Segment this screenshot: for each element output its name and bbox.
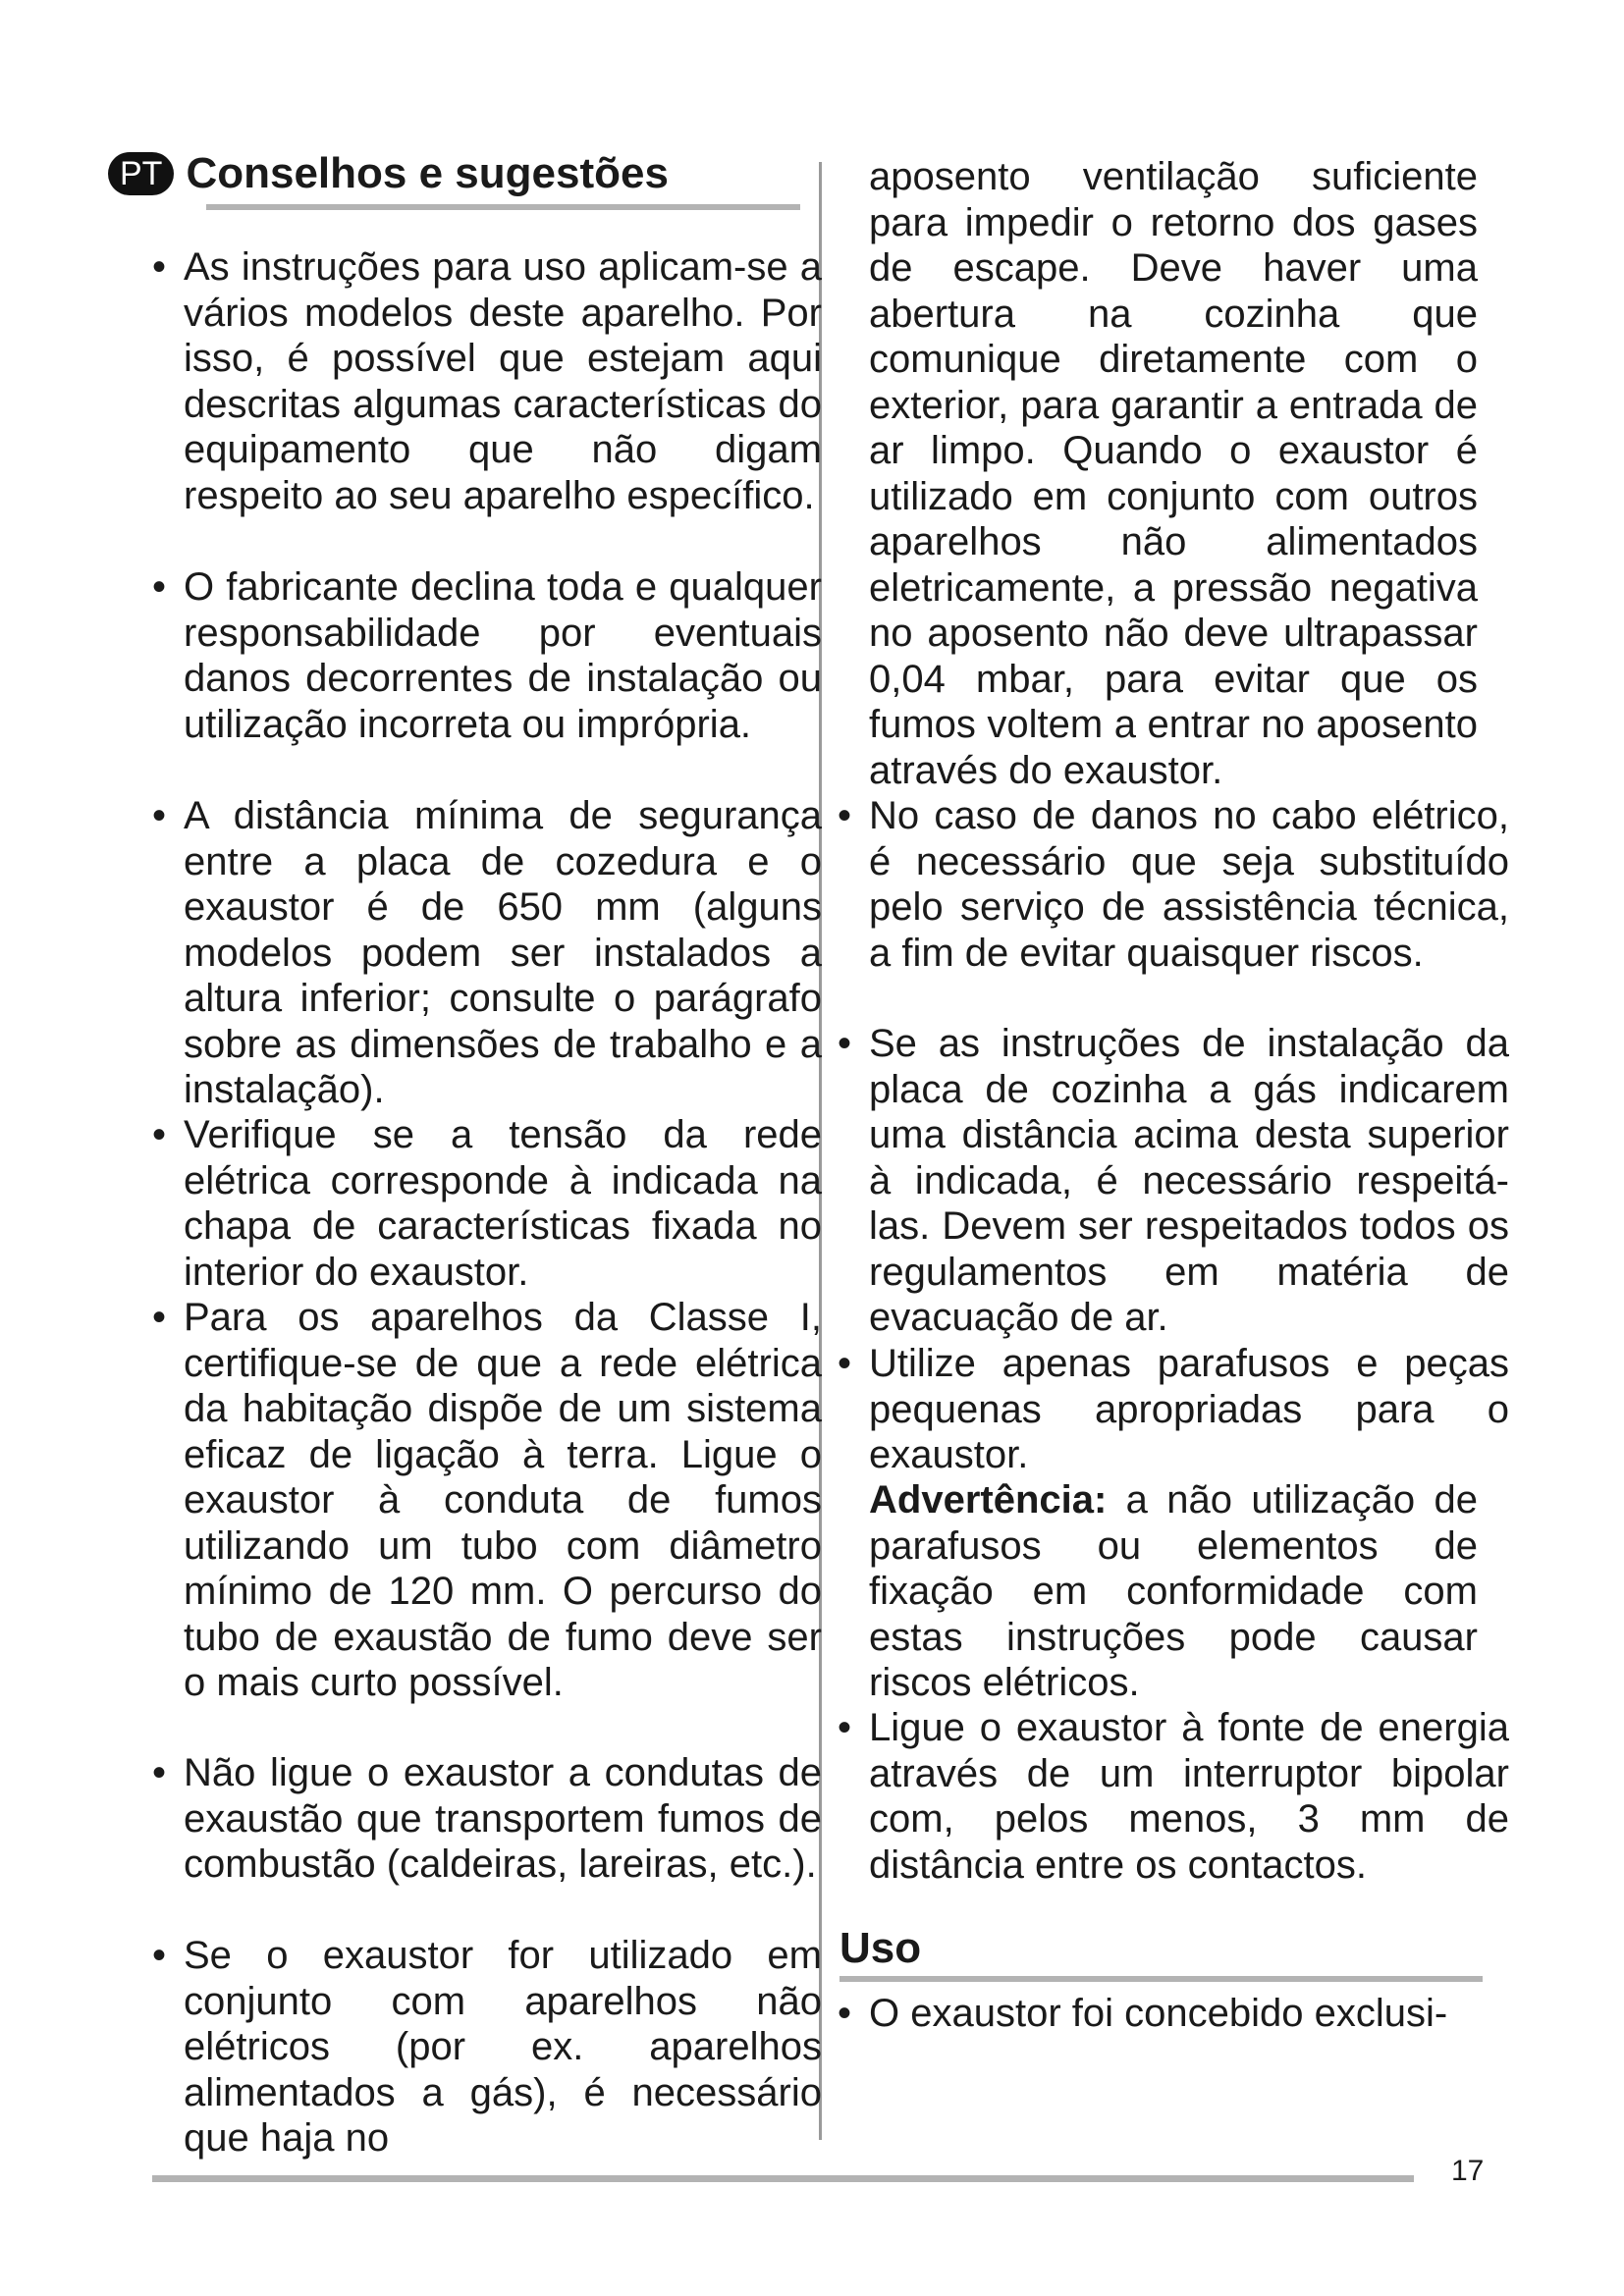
continuation-paragraph: aposento ventilação suficiente para impedir o retorno dos gases de escape. Deve haver uma abertura na cozinha que comunique diretamente com o exterior, para garantir a entrada de ar limpo. Quando o exaustor é utilizado em conjunto com outros aparelhos não alimentados eletricamente, a pressão negativa no aposento não deve ultrapassar 0,04 mbar, para evitar que os fumos voltem a entrar no aposento através do exaustor. xyxy=(869,155,1478,792)
bullet-icon: • xyxy=(838,1022,852,1065)
list-item-text: As instruções para uso aplicam-se a vários modelos deste aparelho. Por isso, é possível que estejam aqui descritas algumas características do equipamento que não digam respeito ao seu aparelho específico. xyxy=(184,245,822,517)
list-item xyxy=(152,1295,822,1706)
list-item-text: Se o exaustor for utilizado em conjunto com aparelhos não elétricos (por ex. aparelhos alimentados a gás), é necessário que haja no xyxy=(184,1934,822,2160)
bullet-icon: • xyxy=(152,1934,167,1977)
bullet-icon: • xyxy=(838,1992,852,2035)
language-badge: PT xyxy=(108,152,174,195)
list-item-text: Para os aparelhos da Classe I, certifique-se de que a rede elétrica da habitação dispõe de um sistema eficaz de ligação à terra. Ligue o exaustor à conduta de fumos utilizando um tubo com diâmetro mínimo de 120 mm. O percurso do tubo de exaustão de fumo deve ser o mais curto possível. xyxy=(184,1296,822,1704)
uso-title: Uso xyxy=(839,1924,922,1972)
bullet-icon: • xyxy=(838,1706,852,1749)
list-item xyxy=(152,564,822,747)
bullet-icon: • xyxy=(152,1113,167,1156)
uso-title-rule xyxy=(839,1976,1483,1982)
list-item-text: Verifique se a tensão da rede elétrica corresponde à indicada na chapa de características fixada no interior do exaustor. xyxy=(184,1113,822,1294)
list-item-text: Não ligue o exaustor a condutas de exaustão que transportem fumos de combustão (caldeiras, lareiras, etc.). xyxy=(184,1751,822,1886)
list-item xyxy=(838,793,1509,976)
list-item-text: Utilize apenas parafusos e peças pequenas apropriadas para o exaustor. xyxy=(869,1342,1509,1476)
page-number: 17 xyxy=(1451,2155,1485,2187)
list-item-text: O fabricante declina toda e qualquer responsabilidade por eventuais danos decorrentes de instalação ou utilização incorreta ou imprópria. xyxy=(184,565,822,746)
list-item xyxy=(152,1112,822,1295)
section-header xyxy=(108,149,669,198)
warning-paragraph xyxy=(869,1477,1478,1706)
bullet-icon: • xyxy=(838,1342,852,1385)
list-item-text: A distância mínima de segurança entre a placa de cozedura e o exaustor é de 650 mm (alguns modelos podem ser instalados a altura inferior; consulte o parágrafo sobre as dimensões de trabalho e a instalação). xyxy=(184,794,822,1111)
bullet-icon: • xyxy=(152,565,167,609)
list-item-text: Ligue o exaustor à fonte de energia através de um interruptor bipolar com, pelos menos, 3 mm de distância entre os contactos. xyxy=(869,1706,1509,1887)
warning-text: a não utilização de parafusos ou elementos de fixação em conformidade com estas instruções pode causar riscos elétricos. xyxy=(869,1478,1478,1704)
list-item xyxy=(838,1341,1509,1478)
list-item xyxy=(152,793,822,1113)
list-item-text: O exaustor foi concebido exclusi- xyxy=(869,1992,1448,2035)
list-item xyxy=(838,1705,1509,1888)
bullet-icon: • xyxy=(838,794,852,837)
list-item xyxy=(152,1933,822,2162)
footer-rule xyxy=(152,2175,1414,2182)
bullet-icon: • xyxy=(152,1296,167,1339)
section-title: Conselhos e sugestões xyxy=(186,149,669,197)
list-item-text: No caso de danos no cabo elétrico, é necessário que seja substituído pelo serviço de assistência técnica, a fim de evitar quaisquer riscos. xyxy=(869,794,1509,975)
list-item xyxy=(838,1991,1509,2037)
list-item xyxy=(152,244,822,518)
bullet-icon: • xyxy=(152,1751,167,1794)
bullet-icon: • xyxy=(152,245,167,289)
list-item xyxy=(152,1750,822,1888)
list-item xyxy=(838,1021,1509,1341)
list-item-text: Se as instruções de instalação da placa de cozinha a gás indicarem uma distância acima desta superior à indicada, é necessário respeitá-las. Devem ser respeitados todos os regulamentos em matéria de evacuação de ar. xyxy=(869,1022,1509,1339)
section-title-rule xyxy=(206,204,800,210)
bullet-icon: • xyxy=(152,794,167,837)
warning-label: Advertência: xyxy=(869,1478,1108,1522)
